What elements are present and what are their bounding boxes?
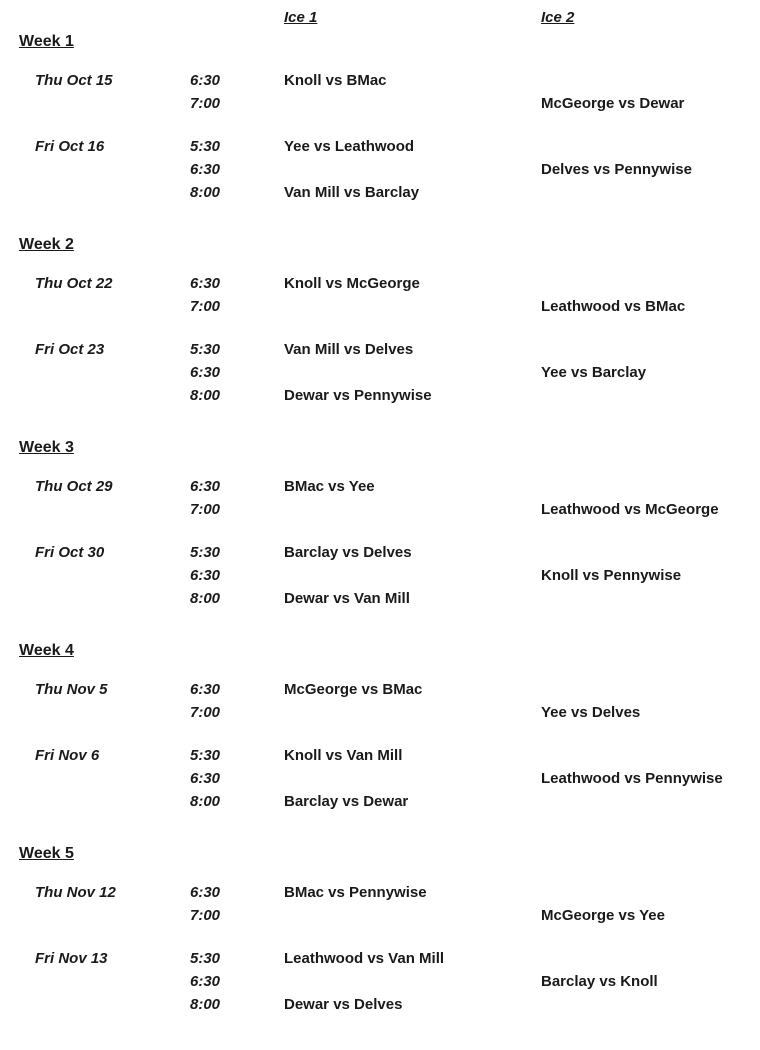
ice-1-game: BMac vs Pennywise: [284, 884, 427, 901]
game-slot: [0, 72, 760, 90]
game-slot: [0, 770, 760, 788]
game-slot: [0, 590, 760, 608]
game-slot: [0, 567, 760, 585]
slot-time: 8:00: [190, 793, 221, 810]
ice-2-game: McGeorge vs Yee: [541, 907, 665, 924]
slot-time: 7:00: [190, 907, 221, 924]
slot-time: 5:30: [190, 950, 221, 967]
slot-time: 6:30: [190, 275, 221, 292]
game-slot: [0, 341, 760, 359]
slot-time: 6:30: [190, 770, 221, 787]
slot-time: 5:30: [190, 341, 221, 358]
day-label: Thu Nov 5: [35, 681, 108, 698]
slot-time: 7:00: [190, 298, 221, 315]
game-slot: [0, 973, 760, 991]
ice-1-game: Knoll vs BMac: [284, 72, 387, 89]
ice-1-game: Dewar vs Van Mill: [284, 590, 410, 607]
ice-1-game: Barclay vs Dewar: [284, 793, 409, 810]
game-slot: [0, 884, 760, 902]
slot-time: 7:00: [190, 95, 221, 112]
week-section: [0, 439, 760, 644]
slot-time: 6:30: [190, 884, 221, 901]
game-slot: [0, 478, 760, 496]
game-slot: [0, 793, 760, 811]
slot-time: 8:00: [190, 590, 221, 607]
game-slot: [0, 681, 760, 699]
slot-time: 6:30: [190, 72, 221, 89]
game-slot: [0, 275, 760, 293]
game-slot: [0, 747, 760, 765]
day-label: Fri Oct 16: [35, 138, 105, 155]
slot-time: 7:00: [190, 704, 221, 721]
game-slot: [0, 387, 760, 405]
game-slot: [0, 907, 760, 925]
game-slot: [0, 544, 760, 562]
game-slot: [0, 161, 760, 179]
game-slot: [0, 138, 760, 156]
slot-time: 8:00: [190, 387, 221, 404]
ice-2-game: Yee vs Barclay: [541, 364, 647, 381]
day-label: Thu Oct 22: [35, 275, 113, 292]
game-slot: [0, 950, 760, 968]
ice-2-game: Leathwood vs Pennywise: [541, 770, 723, 787]
day-label: Thu Oct 15: [35, 72, 113, 89]
week-title: Week 2: [19, 236, 74, 253]
game-slot: [0, 298, 760, 316]
week-section: [0, 236, 760, 441]
week-title: Week 1: [19, 33, 74, 50]
ice-1-game: Knoll vs McGeorge: [284, 275, 420, 292]
ice-2-game: Yee vs Delves: [541, 704, 641, 721]
ice-1-game: Yee vs Leathwood: [284, 138, 415, 155]
slot-time: 6:30: [190, 681, 221, 698]
slot-time: 7:00: [190, 501, 221, 518]
week-section: [0, 845, 760, 1050]
day-label: Fri Nov 6: [35, 747, 100, 764]
slot-time: 6:30: [190, 478, 221, 495]
ice-2-game: Knoll vs Pennywise: [541, 567, 682, 584]
ice-1-game: Dewar vs Delves: [284, 996, 403, 1013]
day-label: Fri Nov 13: [35, 950, 108, 967]
ice-1-header: Ice 1: [284, 9, 318, 26]
ice-1-game: Knoll vs Van Mill: [284, 747, 403, 764]
ice-1-game: BMac vs Yee: [284, 478, 375, 495]
week-title: Week 4: [19, 642, 74, 659]
day-label: Thu Oct 29: [35, 478, 113, 495]
ice-1-game: McGeorge vs BMac: [284, 681, 423, 698]
week-section: [0, 642, 760, 847]
slot-time: 6:30: [190, 364, 221, 381]
ice-1-game: Van Mill vs Delves: [284, 341, 414, 358]
slot-time: 6:30: [190, 567, 221, 584]
ice-1-game: Van Mill vs Barclay: [284, 184, 420, 201]
ice-1-game: Barclay vs Delves: [284, 544, 412, 561]
week-title: Week 3: [19, 439, 74, 456]
game-slot: [0, 184, 760, 202]
slot-time: 5:30: [190, 544, 221, 561]
game-slot: [0, 501, 760, 519]
day-label: Thu Nov 12: [35, 884, 116, 901]
ice-2-game: Leathwood vs BMac: [541, 298, 686, 315]
week-section: [0, 33, 760, 238]
ice-2-game: Leathwood vs McGeorge: [541, 501, 719, 518]
slot-time: 8:00: [190, 184, 221, 201]
ice-1-game: Dewar vs Pennywise: [284, 387, 432, 404]
slot-time: 8:00: [190, 996, 221, 1013]
ice-2-game: Barclay vs Knoll: [541, 973, 658, 990]
slot-time: 5:30: [190, 138, 221, 155]
week-title: Week 5: [19, 845, 74, 862]
game-slot: [0, 704, 760, 722]
game-slot: [0, 364, 760, 382]
ice-2-game: Delves vs Pennywise: [541, 161, 692, 178]
ice-2-header: Ice 2: [541, 9, 575, 26]
game-slot: [0, 95, 760, 113]
ice-1-game: Leathwood vs Van Mill: [284, 950, 445, 967]
slot-time: 6:30: [190, 973, 221, 990]
day-label: Fri Oct 30: [35, 544, 105, 561]
slot-time: 5:30: [190, 747, 221, 764]
game-slot: [0, 996, 760, 1014]
slot-time: 6:30: [190, 161, 221, 178]
day-label: Fri Oct 23: [35, 341, 105, 358]
ice-2-game: McGeorge vs Dewar: [541, 95, 685, 112]
